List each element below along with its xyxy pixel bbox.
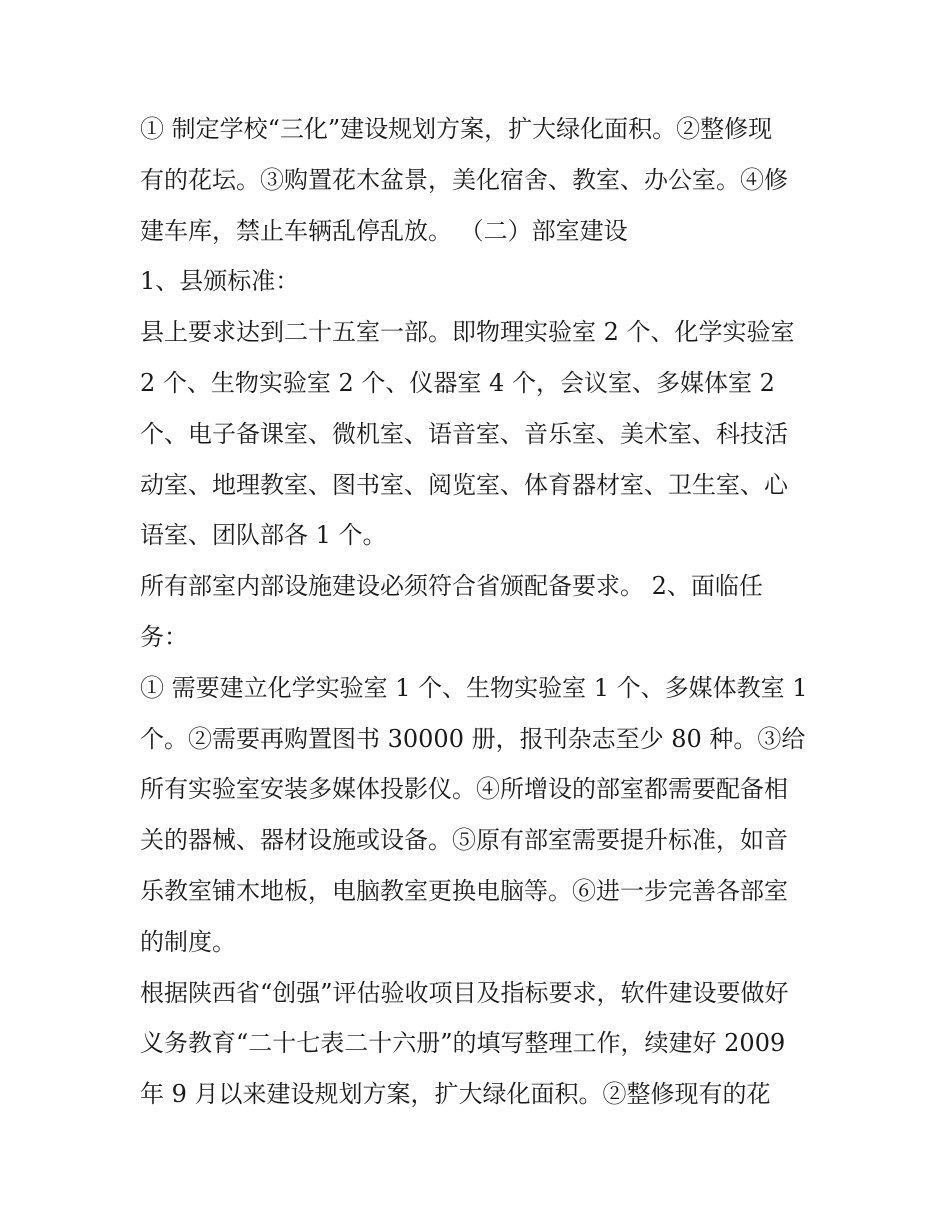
text-line: 所有部室内部设施建设必须符合省颁配备要求。 2、面临任: [140, 572, 763, 601]
text-line: 建车库，禁止车辆乱停乱放。 （二）部室建设: [140, 216, 628, 245]
text-line: 年 9 月以来建设规划方案，扩大绿化面积。②整修现有的花: [140, 1080, 771, 1109]
text-line: 关的器械、器材设施或设备。⑤原有部室需要提升标准，如音: [140, 826, 788, 855]
text-line: 乐教室铺木地板，电脑教室更换电脑等。⑥进一步完善各部室: [140, 876, 788, 905]
text-line: 义务教育“二十七表二十六册”的填写整理工作，续建好 2009: [140, 1029, 786, 1058]
text-line: 务：: [140, 622, 188, 651]
text-line: 的制度。: [140, 927, 236, 956]
text-line: 有的花坛。③购置花木盆景，美化宿舍、教室、办公室。④修: [140, 165, 788, 194]
text-line: 动室、地理教室、图书室、阅览室、体育器材室、卫生室、心: [140, 470, 788, 499]
text-line: 1、县颁标准：: [140, 267, 300, 296]
text-line: ① 需要建立化学实验室 1 个、生物实验室 1 个、多媒体教室 1: [140, 673, 808, 702]
text-line: ① 制定学校“三化”建设规划方案，扩大绿化面积。②整修现: [140, 115, 773, 143]
text-line: 2 个、生物实验室 2 个、仪器室 4 个，会议室、多媒体室 2: [140, 368, 775, 397]
text-line: 根据陕西省“创强”评估验收项目及指标要求，软件建设要做好: [140, 978, 789, 1007]
document-body: [140, 104, 820, 1120]
text-line: 所有实验室安装多媒体投影仪。④所增设的部室都需要配备相: [140, 775, 788, 804]
text-line: 语室、团队部各 1 个。: [140, 521, 387, 550]
text-line: 县上要求达到二十五室一部。即物理实验室 2 个、化学实验室: [140, 318, 795, 347]
text-line: 个、电子备课室、微机室、语音室、音乐室、美术室、科技活: [140, 419, 788, 448]
text-line: 个。②需要再购置图书 30000 册，报刊杂志至少 80 种。③给: [140, 724, 806, 753]
